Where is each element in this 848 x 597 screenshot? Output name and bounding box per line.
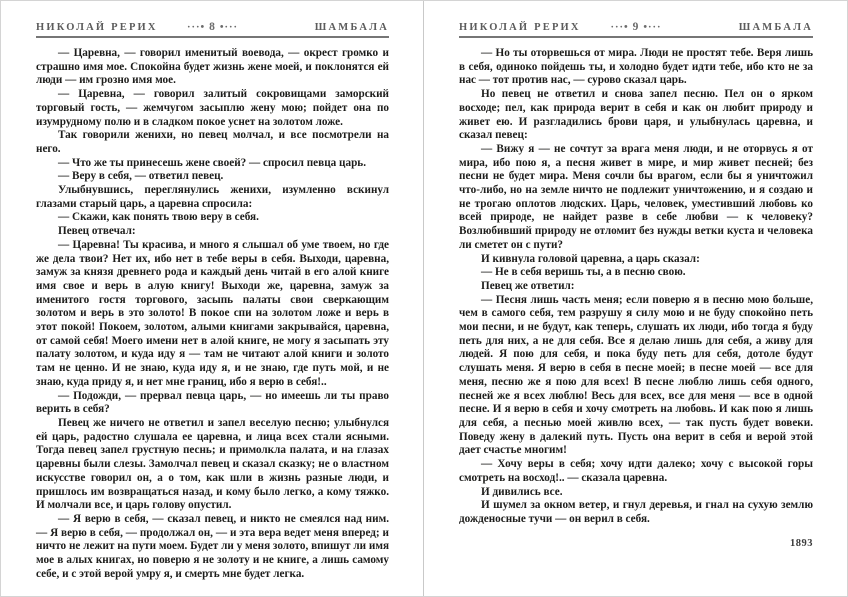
paragraph: И кивнула головой царевна, а царь сказал:: [481, 252, 700, 265]
page-body: [36, 47, 389, 581]
paragraph: И шумел за окном ветер, и гнул деревья, и гнал на сухую землю дожденосные тучи — он верил в себя.: [459, 499, 813, 525]
page-number: 9: [632, 21, 640, 33]
ornament-left: ···•: [186, 22, 206, 33]
page-left: [1, 1, 424, 596]
book-title: ШАМБАЛА: [314, 22, 389, 33]
paragraph: И дивились все.: [481, 485, 563, 498]
paragraph: Улыбнувшись, переглянулись женихи, изумленно вскинул глазами старый царь, а царевна спросила:: [36, 184, 389, 210]
author-name: НИКОЛАЙ РЕРИХ: [459, 22, 581, 33]
paragraph: — Песня лишь часть меня; если поверю я в песню мою больше, чем в самого себя, тем разрушу я силу мою и не буду спокойно петь мои песни, и не будут, как теперь, слушать их люди, ибо тогда я буду петь для них, а не для себя. Все я делаю лишь для себя, а живу для людей. Я пою для себя, и пока буду петь для себя, дотоле будут слушать меня. Я верю в себя в песне моей; в песне моей — все для меня, песню же я пою для всех! В песне люблю лишь себя одного, песней же я всех люблю! Весь для всех, все для меня — все в одной песне. И я верю в себя и хочу смотреть на любовь. И как пою я лишь для себя, а песнью моей живлю всех, — так пусть будет вовеки. Поведу жену в далекий путь. Пусть она верит в себя и верой этой дает счастье многим!: [459, 293, 813, 457]
paragraph: — Я верю в себя, — сказал певец, и никто не смеялся над ним. — Я верю в себя, — продолжал он, — и эта вера ведет меня вперед; и ничто не лежит на пути моем. Будет ли у меня золото, впишут ли имя мое в алых книгах, но поверю я не золоту и не книге, а лишь самому себе, и с этой верой умру я, и смерть мне будет легка.: [36, 512, 389, 580]
page-number-ornament: [610, 21, 661, 33]
paragraph: — Веру в себя, — ответил певец.: [58, 170, 224, 183]
page-number-ornament: [187, 21, 238, 33]
running-header: [459, 21, 813, 38]
paragraph: Певец же ничего не ответил и запел веселую песню; улыбнулся ей царь, радостно слушала ее царевна, и лица всех стали ясными. Тогда певец запел грустную песнь; и примолкла палата, и на глазах царевны были слезы. Замолчал певец и сказал сказку; не о властном искусстве говорил он, а о том, как шли в жизнь разные люди, и пришлось им возвращаться назад, и кому было легко, а кому тяжко. И молчали все, и царь голову опустил.: [36, 416, 389, 512]
paragraph: Так говорили женихи, но певец молчал, и все посмотрели на него.: [36, 129, 389, 155]
page-body: [459, 47, 813, 550]
paragraph: — Скажи, как понять твою веру в себя.: [58, 211, 259, 224]
paragraph: — Царевна, — говорил именитый воевода, — окрест громко и страшно имя мое. Спокойна будет жизнь жене моей, и поклонятся ей люди — им грозно имя мое.: [36, 47, 389, 87]
paragraph: Певец отвечал:: [58, 225, 136, 238]
paragraph: — Царевна! Ты красива, и много я слышал об уме твоем, но где же дела твои? Нет их, ибо нет в тебе веры в себя. Выходи, царевна, замуж за князя древнего рода и каждый день читай в его алой книге имя свое и верь в алую книгу! Выходи же, царевна, замуж за именитого гостя торгового, засыпь палаты свои сверкающим золотом и верь в это золото! В покое спи на золотом ложе и верь в этот покой! Покоем, золотом, алыми книгами закрывайся, царевна, от самой себя! Моего имени нет в алой книге, не могу я засыпать эту палату золотом, и куда иду я — там не читают алой книги и золото там не ценно. И не знаю, куда иду я, и не знаю, где путь мой, и не знаю, куда приду я, и нет мне границ, ибо я верю в себя!..: [36, 238, 389, 388]
paragraph: Певец же ответил:: [481, 279, 575, 292]
ornament-right: •···: [219, 22, 239, 33]
paragraph: — Что же ты принесешь жене своей? — спросил певца царь.: [58, 156, 367, 169]
paragraph: — Хочу веры в себя; хочу идти далеко; хочу с высокой горы смотреть на восход!.. — сказала царевна.: [459, 458, 813, 484]
author-name: НИКОЛАЙ РЕРИХ: [36, 22, 158, 33]
paragraph: Но певец не ответил и снова запел песню. Пел он о ярком восходе; пел, как природа верит в себя и как он любит природу и живет ею. И разгладились брови царя, и улыбнулась царевна, и сказал певец:: [459, 88, 813, 142]
book-title: ШАМБАЛА: [738, 22, 813, 33]
ornament-right: •···: [643, 22, 662, 33]
year-notation: 1893: [790, 537, 813, 549]
paragraph: — Вижу я — не сочтут за врага меня люди, и не оторвусь я от мира, ибо пою я, а песня живет в мире, и мир живет песней; без песни не будет мира. Меня сочли бы врагом, если бы я уничтожил что-либо, но на земле ничто не подлежит уничтожению, и я создаю и не трогаю оплотов людских. Царь, человек, уместивший любовь ко всей природе, не найдет разве в себе любви — к человеку? Возлюбивший природу не отломит без нужды ветки куста и человека ли сметет он с пути?: [459, 142, 813, 251]
paragraph: — Но ты оторвешься от мира. Люди не простят тебе. Веря лишь в себя, одиноко пойдешь ты, и холодно будет идти тебе, ибо кто не за нас — тот против нас, — сурово сказал царь.: [459, 47, 813, 87]
ornament-left: ···•: [610, 22, 629, 33]
paragraph: — Не в себя веришь ты, а в песню свою.: [481, 266, 686, 279]
paragraph: — Царевна, — говорил залитый сокровищами заморский торговый гость, — жемчугом засыплю жену мою; пойдет она по изумрудному полю и в сладком покое уснет на золотом ложе.: [36, 88, 389, 128]
page-right: [424, 1, 847, 596]
page-number: 8: [209, 21, 216, 33]
running-header: [36, 21, 389, 38]
paragraph: — Подожди, — прервал певца царь, — но имеешь ли ты право верить в себя?: [36, 389, 389, 416]
